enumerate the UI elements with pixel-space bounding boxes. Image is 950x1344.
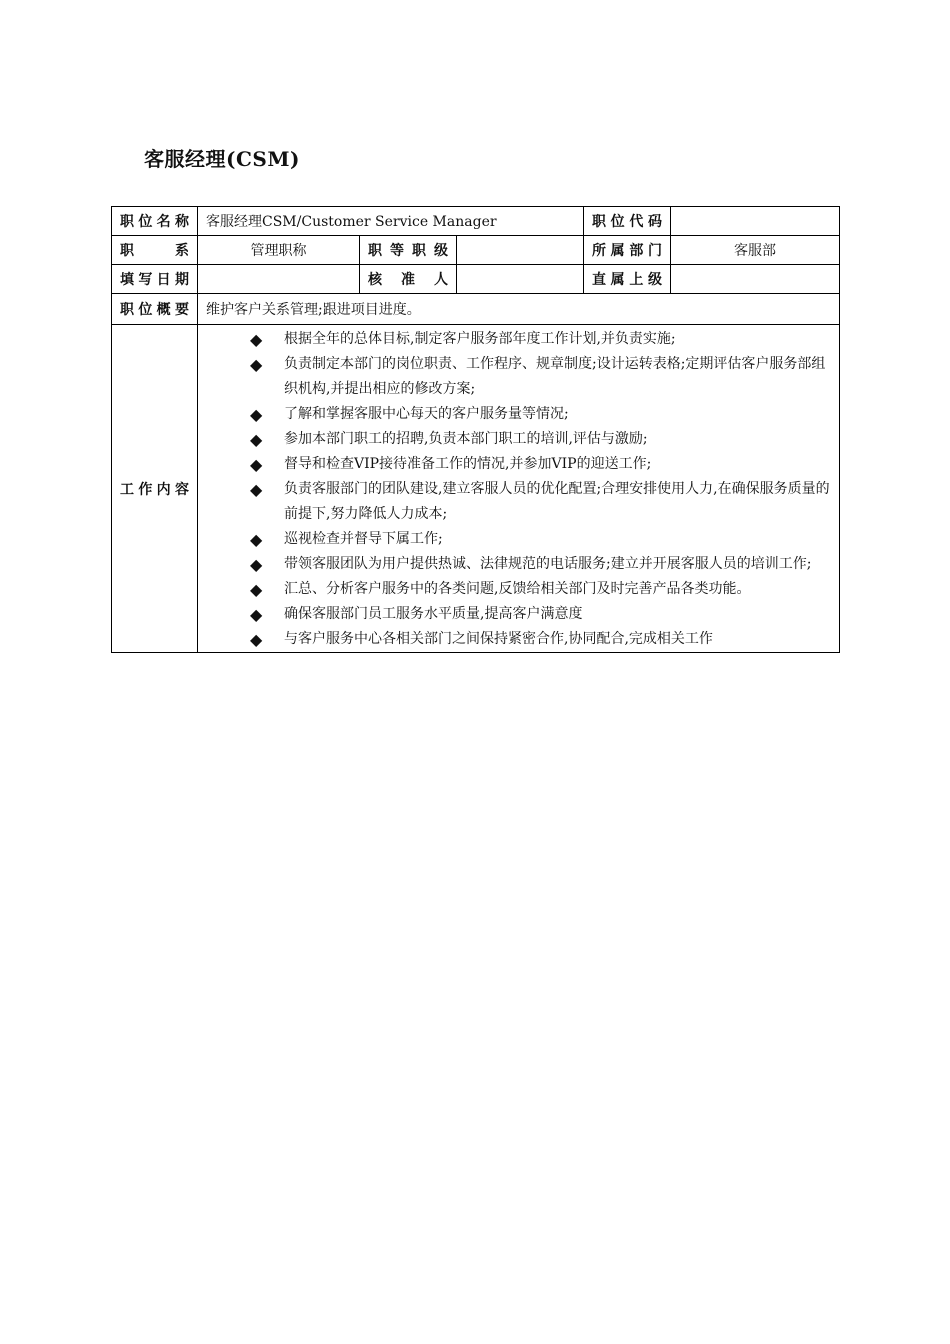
- duties-list: [206, 327, 831, 652]
- diamond-bullet-icon: ◆: [250, 405, 263, 424]
- table-row: [112, 325, 840, 653]
- duty-text: 带领客服团队为用户提供热诚、法律规范的电话服务;建立并开展客服人员的培训工作;: [284, 556, 812, 572]
- list-item: [216, 602, 831, 627]
- job-description-table: [111, 206, 840, 653]
- summary-value: 维护客户关系管理;跟进项目进度。: [198, 294, 840, 325]
- label-fill-date: 填写日期: [112, 265, 198, 294]
- diamond-bullet-icon: ◆: [250, 330, 263, 349]
- table-row: [112, 236, 840, 265]
- label-position-code: 职位代码: [584, 207, 671, 236]
- duty-text: 了解和掌握客服中心每天的客户服务量等情况;: [284, 406, 569, 422]
- duty-text: 与客户服务中心各相关部门之间保持紧密合作,协同配合,完成相关工作: [284, 631, 713, 647]
- label-department: 所属部门: [584, 236, 671, 265]
- list-item: [216, 452, 831, 477]
- list-item: [216, 627, 831, 652]
- work-content-cell: [198, 325, 840, 653]
- list-item: [216, 527, 831, 552]
- series-value: 管理职称: [198, 236, 360, 265]
- list-item: [216, 577, 831, 602]
- table-row: [112, 265, 840, 294]
- diamond-bullet-icon: ◆: [250, 355, 263, 374]
- duty-text: 督导和检查VIP接待准备工作的情况,并参加VIP的迎送工作;: [284, 456, 652, 472]
- diamond-bullet-icon: ◆: [250, 455, 263, 474]
- label-series: 职 系: [112, 236, 198, 265]
- list-item: [216, 352, 831, 402]
- diamond-bullet-icon: ◆: [250, 530, 263, 549]
- position-name-value: 客服经理CSM/Customer Service Manager: [198, 207, 584, 236]
- approver-value: [457, 265, 584, 294]
- diamond-bullet-icon: ◆: [250, 555, 263, 574]
- diamond-bullet-icon: ◆: [250, 580, 263, 599]
- direct-superior-value: [671, 265, 840, 294]
- duty-text: 巡视检查并督导下属工作;: [284, 531, 443, 547]
- label-position-name: 职位名称: [112, 207, 198, 236]
- label-work-content: 工作内容: [112, 325, 198, 653]
- diamond-bullet-icon: ◆: [250, 430, 263, 449]
- fill-date-value: [198, 265, 360, 294]
- label-direct-superior: 直属上级: [584, 265, 671, 294]
- duty-text: 确保客服部门员工服务水平质量,提高客户满意度: [284, 606, 583, 622]
- diamond-bullet-icon: ◆: [250, 480, 263, 499]
- position-code-value: [671, 207, 840, 236]
- table-row: [112, 294, 840, 325]
- table-row: [112, 207, 840, 236]
- list-item: [216, 427, 831, 452]
- duty-text: 负责客服部门的团队建设,建立客服人员的优化配置;合理安排使用人力,在确保服务质量的前提下,努力降低人力成本;: [284, 481, 830, 522]
- label-approver: 核 准 人: [360, 265, 457, 294]
- duty-text: 根据全年的总体目标,制定客户服务部年度工作计划,并负责实施;: [284, 331, 676, 347]
- label-grade: 职等职级: [360, 236, 457, 265]
- duty-text: 汇总、分析客户服务中的各类问题,反馈给相关部门及时完善产品各类功能。: [284, 581, 751, 597]
- grade-value: [457, 236, 584, 265]
- list-item: [216, 552, 831, 577]
- diamond-bullet-icon: ◆: [250, 630, 263, 649]
- list-item: [216, 327, 831, 352]
- duty-text: 参加本部门职工的招聘,负责本部门职工的培训,评估与激励;: [284, 431, 648, 447]
- department-value: 客服部: [671, 236, 840, 265]
- list-item: [216, 402, 831, 427]
- page-title: 客服经理(CSM): [144, 147, 300, 171]
- list-item: [216, 477, 831, 527]
- diamond-bullet-icon: ◆: [250, 605, 263, 624]
- label-summary: 职位概要: [112, 294, 198, 325]
- duty-text: 负责制定本部门的岗位职责、工作程序、规章制度;设计运转表格;定期评估客户服务部组织机构,并提出相应的修改方案;: [284, 356, 826, 397]
